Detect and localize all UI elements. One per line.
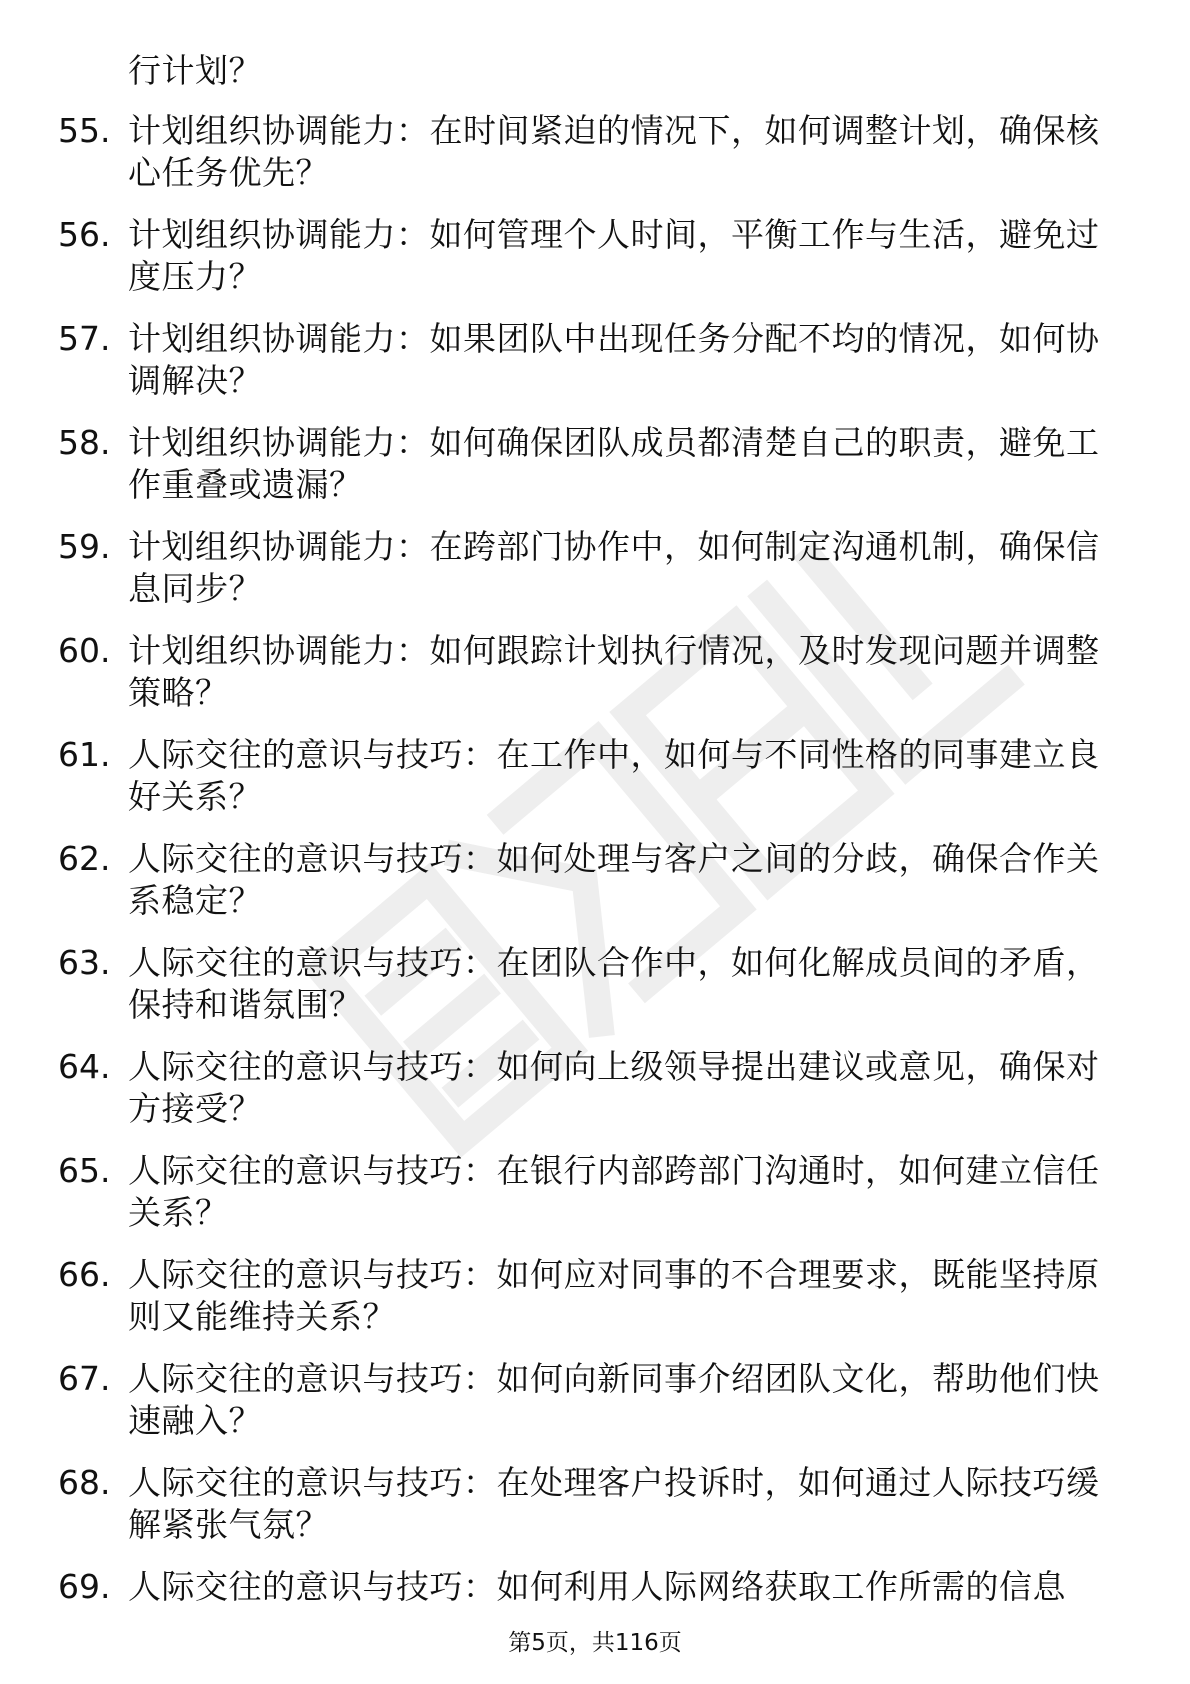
question-text: 人际交往的意识与技巧：如何应对同事的不合理要求，既能坚持原则又能维持关系？: [128, 1255, 1100, 1336]
list-item: [0, 630, 1190, 734]
question-text: 计划组织协调能力：在跨部门协作中，如何制定沟通机制，确保信息同步？: [128, 527, 1100, 608]
question-text: 计划组织协调能力：如何确保团队成员都清楚自己的职责，避免工作重叠或遗漏？: [128, 423, 1100, 504]
question-text: 人际交往的意识与技巧：在银行内部跨部门沟通时，如何建立信任关系？: [128, 1151, 1100, 1232]
list-item: [0, 838, 1190, 942]
list-item: [0, 318, 1190, 422]
question-number: 63.: [58, 943, 111, 982]
question-text: 人际交往的意识与技巧：如何利用人际网络获取工作所需的信息: [128, 1567, 1066, 1606]
question-number: 61.: [58, 735, 111, 774]
question-number: 56.: [58, 215, 111, 254]
question-text: 计划组织协调能力：在时间紧迫的情况下，如何调整计划，确保核心任务优先？: [128, 111, 1100, 192]
question-text: 人际交往的意识与技巧：如何处理与客户之间的分歧，确保合作关系稳定？: [128, 839, 1100, 920]
list-item: [0, 1046, 1190, 1150]
page-footer: 第5页，共116页: [508, 1630, 682, 1656]
list-item: [0, 422, 1190, 526]
question-text: 计划组织协调能力：如何管理个人时间，平衡工作与生活，避免过度压力？: [128, 215, 1100, 296]
question-number: 65.: [58, 1151, 111, 1190]
question-number: 55.: [58, 111, 111, 150]
list-item: [0, 1254, 1190, 1358]
question-number: 69.: [58, 1567, 111, 1606]
question-number: 68.: [58, 1463, 111, 1502]
question-list: [0, 110, 1190, 1670]
question-text: 人际交往的意识与技巧：如何向新同事介绍团队文化，帮助他们快速融入？: [128, 1359, 1100, 1440]
continuation-text: 行计划？: [128, 51, 262, 90]
question-text: 计划组织协调能力：如果团队中出现任务分配不均的情况，如何协调解决？: [128, 319, 1100, 400]
list-item: [0, 942, 1190, 1046]
list-item: [0, 734, 1190, 838]
question-number: 58.: [58, 423, 111, 462]
question-number: 60.: [58, 631, 111, 670]
question-number: 57.: [58, 319, 111, 358]
list-item: [0, 1150, 1190, 1254]
question-text: 计划组织协调能力：如何跟踪计划执行情况，及时发现问题并调整策略？: [128, 631, 1100, 712]
list-item: [0, 214, 1190, 318]
question-text: 人际交往的意识与技巧：如何向上级领导提出建议或意见，确保对方接受？: [128, 1047, 1100, 1128]
list-item: [0, 1358, 1190, 1462]
question-text: 人际交往的意识与技巧：在处理客户投诉时，如何通过人际技巧缓解紧张气氛？: [128, 1463, 1100, 1544]
question-number: 64.: [58, 1047, 111, 1086]
list-item: [0, 110, 1190, 214]
list-item: [0, 526, 1190, 630]
question-number: 67.: [58, 1359, 111, 1398]
list-item: [0, 1462, 1190, 1566]
question-number: 62.: [58, 839, 111, 878]
question-text: 人际交往的意识与技巧：在工作中，如何与不同性格的同事建立良好关系？: [128, 735, 1100, 816]
question-number: 66.: [58, 1255, 111, 1294]
question-text: 人际交往的意识与技巧：在团队合作中，如何化解成员间的矛盾，保持和谐氛围？: [128, 943, 1100, 1024]
question-number: 59.: [58, 527, 111, 566]
